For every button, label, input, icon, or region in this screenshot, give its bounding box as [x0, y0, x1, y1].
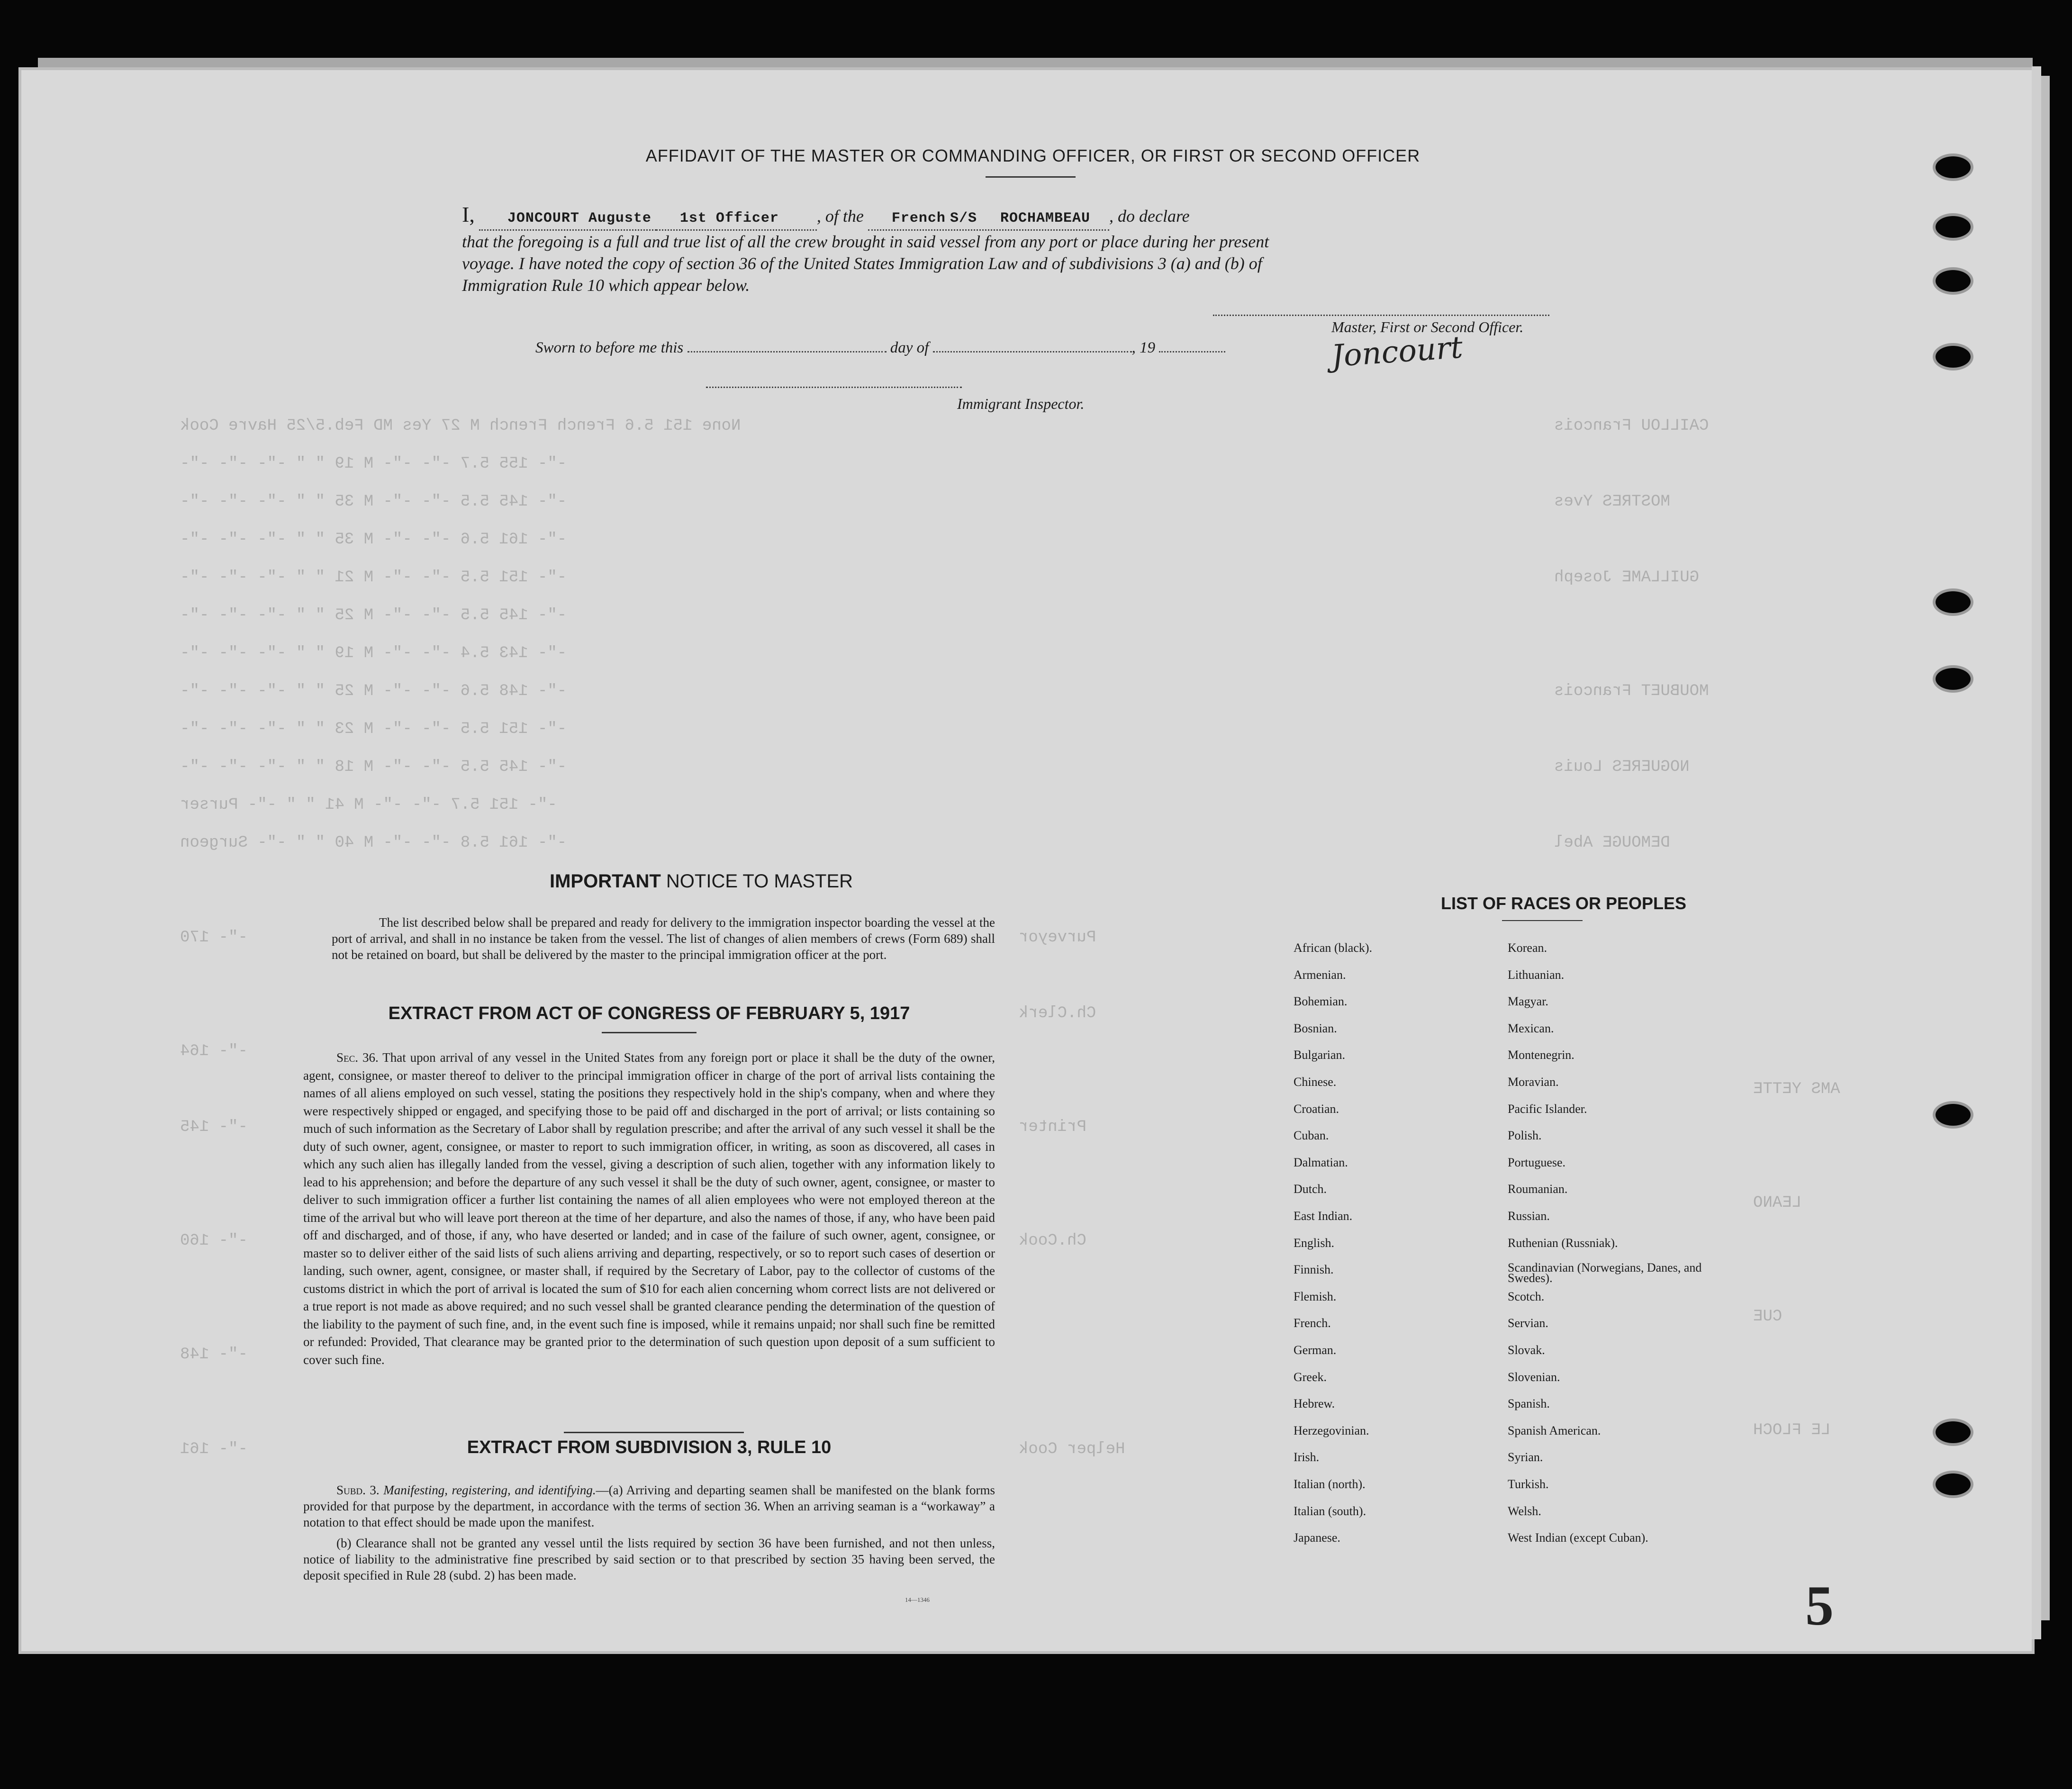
- binder-hole: [1936, 156, 1971, 178]
- race-item: Moravian.: [1508, 1075, 1559, 1089]
- race-item: Montenegrin.: [1508, 1048, 1574, 1062]
- race-item: Syrian.: [1508, 1450, 1543, 1464]
- notice-title-bold: IMPORTANT: [549, 871, 661, 892]
- officer-rank: 1st Officer: [679, 210, 779, 226]
- bleed-through-text: -"- 145 5.5 -"- -"- M 18 " " -"- -"- -"-: [180, 758, 567, 776]
- race-item: German.: [1294, 1343, 1337, 1357]
- race-item: Turkish.: [1508, 1477, 1549, 1491]
- bleed-through-text: -"- 151 5.7 -"- -"- M 41 " " -"- Purser: [180, 796, 557, 814]
- race-item: Slovenian.: [1508, 1370, 1560, 1384]
- affidavit-title: AFFIDAVIT OF THE MASTER OR COMMANDING OFFICER, OR FIRST OR SECOND OFFICER: [645, 146, 1421, 165]
- race-item: Dalmatian.: [1294, 1155, 1348, 1169]
- bleed-through-text: -"- 148: [180, 1346, 248, 1364]
- race-item: Italian (north).: [1294, 1477, 1366, 1491]
- binder-hole: [1936, 1473, 1971, 1495]
- binder-hole: [1936, 346, 1971, 368]
- bleed-through-text: -"- 164: [180, 1042, 248, 1060]
- race-item: English.: [1294, 1236, 1334, 1250]
- races-title: LIST OF RACES OR PEOPLES: [1440, 894, 1687, 913]
- bleed-through-text: None 151 5.6 French French M 27 Yes MD Feb.5/25 Havre Cook: [180, 417, 741, 435]
- race-item: Spanish American.: [1508, 1423, 1601, 1437]
- binder-hole: [1936, 270, 1971, 292]
- signature-line: [1213, 315, 1549, 316]
- binder-hole: [1936, 216, 1971, 238]
- race-item: Dutch.: [1294, 1182, 1327, 1196]
- bleed-through-text: CAILLOU Francois: [1554, 417, 1709, 435]
- race-item: Hebrew.: [1294, 1397, 1335, 1411]
- race-item: Scotch.: [1508, 1289, 1545, 1303]
- bleed-through-text: Helper Cook: [1019, 1440, 1125, 1458]
- bleed-through-text: -"- 148 5.6 -"- -"- M 25 " " -"- -"- -"-: [180, 682, 567, 700]
- binder-hole: [1936, 591, 1971, 613]
- race-item: Japanese.: [1294, 1531, 1340, 1545]
- race-item: Slovak.: [1508, 1343, 1545, 1357]
- bleed-through-text: NOGUERES Louis: [1554, 758, 1690, 776]
- rule-title: EXTRACT FROM SUBDIVISION 3, RULE 10: [467, 1437, 832, 1457]
- rule-subdivision-b: (b) Clearance shall not be granted any vessel until the lists required by section 36 have been furnished, and not then unless, notice of liability to the administrative fine prescribed by said section or to that prescribed by section 35 having been served, the deposit specified in Rule 28 (subd. 2) has been made.: [303, 1536, 995, 1582]
- race-item: French.: [1294, 1316, 1331, 1330]
- inspector-line: [706, 387, 962, 388]
- race-item: Servian.: [1508, 1316, 1548, 1330]
- bleed-through-text: -"- 151 5.5 -"- -"- M 23 " " -"- -"- -"-: [180, 720, 567, 738]
- do-declare-label: , do declare: [1109, 207, 1190, 226]
- race-item: Herzegovinian.: [1294, 1423, 1369, 1437]
- act-text: That upon arrival of any vessel in the United States from any foreign port or place it shall be the duty of the owner, agent, consignee, or master thereof to deliver to the principal immigration officer in charge of the port of arrival lists containing the names of all aliens employed on such vessel, stating the positions they respectively hold in the ship's company, when and where they were respectively shipped or engaged, and specifying those to be paid off and discharged in the port of arrival; or lists containing so much of such information as the Secretary of Labor shall by regulation prescribe; and after the arrival of any such vessel it shall be the duty of such owner, agent, consignee, or master to report to such immigration officer, in writing, as soon as discovered, all cases in which any such alien has illegally landed from the vessel, giving a description of such alien, together with any information likely to lead to his apprehension; and before the departure of any such vessel it shall be the duty of such owner, agent, consignee, or master to deliver to such immigration officer a further list containing the names of all alien employees who were not employed thereon at the time of the arrival but who will leave port thereon at the time of her departure, and also the names of those, if any, who have been paid off and discharged, and of those, if any, who have deserted or landed; and in case of the failure of such owner, agent, consignee, or master so to deliver either of the said lists of such aliens arriving and departing, respectively, or so to report such cases of desertion or landing, such owner, agent, consignee, or master shall, if required by the Secretary of Labor, pay to the collector of customs of the customs district in which the port of arrival is located the sum of $10 for each alien concerning whom correct lists are not delivered or a true report is not made as above required; and no such vessel shall be granted clearance pending the determination of the question of the liability to the payment of such fine, and, in the event such fine is imposed, while it remains unpaid; nor shall such fine be remitted or refunded: Provided, That clearance may be granted prior to the determination of such question upon deposit of a sum sufficient to cover such fine.: [303, 1050, 995, 1367]
- race-item: Bohemian.: [1294, 994, 1348, 1009]
- race-item: Armenian.: [1294, 967, 1346, 982]
- title-underline: [986, 176, 1076, 178]
- sworn-day-label: day of: [890, 339, 929, 356]
- of-the-label: , of the: [816, 207, 864, 226]
- bleed-through-text: MOUBUET Francois: [1554, 682, 1709, 700]
- act-title: EXTRACT FROM ACT OF CONGRESS OF FEBRUARY 5, 1917: [388, 1003, 910, 1023]
- declaration-line-4: Immigration Rule 10 which appear below.: [462, 276, 750, 295]
- race-item: Russian.: [1508, 1209, 1550, 1223]
- race-item: Chinese.: [1294, 1075, 1337, 1089]
- page-top-strip: [38, 58, 2033, 70]
- race-item: African (black).: [1294, 941, 1373, 955]
- notice-text: The list described below shall be prepared and ready for delivery to the immigration inspector boarding the vessel at the port of arrival, and shall in no instance be taken from the vessel. The list of changes of alien members of crews (Form 689) shall not be retained on board, but shall be delivered by the master to the principal immigration officer at the port.: [332, 915, 995, 962]
- race-item: Spanish.: [1508, 1397, 1550, 1411]
- bleed-through-text: LEANO: [1753, 1194, 1802, 1212]
- bleed-through-text: -"- 161: [180, 1440, 248, 1458]
- race-item: Croatian.: [1294, 1102, 1339, 1116]
- race-item: Cuban.: [1294, 1129, 1329, 1143]
- page-number: 5: [1805, 1574, 1834, 1637]
- bleed-through-text: -"- 161 5.6 -"- -"- M 35 " " -"- -"- -"-: [180, 531, 567, 549]
- race-item: Mexican.: [1508, 1021, 1554, 1035]
- ship-type: S/S: [950, 210, 977, 226]
- officer-name: JONCOURT Auguste: [507, 210, 651, 226]
- race-item: Flemish.: [1294, 1289, 1337, 1303]
- race-item: Lithuanian.: [1508, 967, 1565, 982]
- binder-hole: [1936, 1421, 1971, 1443]
- affidavit-declaration: [462, 204, 1590, 296]
- binder-hole: [1936, 668, 1971, 690]
- notice-title-rest: NOTICE TO MASTER: [661, 871, 853, 892]
- act-section-36: [303, 1049, 995, 1369]
- manifest-sheet: [21, 70, 2032, 1651]
- ship-nationality: French: [891, 210, 946, 226]
- bleed-through-text: MOSTRES Yves: [1554, 493, 1670, 511]
- bleed-through-text: -"- 145 5.5 -"- -"- M 25 " " -"- -"- -"-: [180, 606, 567, 624]
- race-item: Scandinavian (Norwegians, Danes, and Swedes).: [1508, 1261, 1702, 1285]
- bleed-through-text: GUILLAME Joseph: [1554, 569, 1700, 587]
- sworn-year-label: , 19: [1131, 339, 1156, 356]
- bleed-through-text: -"- 151 5.5 -"- -"- M 21 " " -"- -"- -"-: [180, 569, 567, 587]
- rule-divider: [564, 1432, 744, 1433]
- sheet-edge: [2032, 66, 2041, 1639]
- race-item: Polish.: [1508, 1129, 1542, 1143]
- master-signature: Joncourt: [1330, 330, 1464, 374]
- race-item: East Indian.: [1294, 1209, 1353, 1223]
- race-item: Roumanian.: [1508, 1182, 1568, 1196]
- rule-subd-label: Subd. 3.: [336, 1483, 380, 1497]
- race-item: Greek.: [1294, 1370, 1327, 1384]
- master-label: Master, First or Second Officer.: [1331, 318, 1524, 335]
- declaration-line-2: that the foregoing is a full and true list of all the crew brought in said vessel from any port or place during her present: [462, 232, 1269, 251]
- rule-text-a: —(a) Arriving and departing seamen shall be manifested on the blank forms provided for that purpose by the department, in accordance with the terms of section 36. When an arriving seaman is a “workaway” a notation to that effect should be made upon the manifest.: [303, 1483, 995, 1529]
- race-item: Finnish.: [1294, 1263, 1334, 1277]
- bleed-through-text: -"- 145: [180, 1118, 248, 1136]
- rule-subdivision-a: [303, 1482, 995, 1530]
- bleed-through-text: Purveyor: [1019, 929, 1096, 947]
- race-item: Pacific Islander.: [1508, 1102, 1587, 1116]
- sheet-edge: [2041, 76, 2050, 1620]
- pronoun: I,: [462, 202, 475, 226]
- bleed-through-text: CUE: [1753, 1308, 1782, 1326]
- race-item: Portuguese.: [1508, 1155, 1566, 1169]
- binder-hole: [1936, 1104, 1971, 1126]
- sworn-prefix: Sworn to before me this: [535, 339, 684, 356]
- races-title-underline: [1502, 920, 1583, 921]
- sworn-statement: [535, 339, 1225, 357]
- declaration-line-3: voyage. I have noted the copy of section 36 of the United States Immigration Law and of subdivisions 3 (a) and (b) of: [462, 254, 1262, 273]
- bleed-through-text: Ch.Clerk: [1019, 1004, 1096, 1022]
- declaration-line-1: [462, 204, 1590, 231]
- race-item: Magyar.: [1508, 994, 1548, 1009]
- race-item: Ruthenian (Russniak).: [1508, 1236, 1618, 1250]
- race-item: Welsh.: [1508, 1504, 1541, 1518]
- rule-subd-italic: Manifesting, registering, and identifying.: [383, 1483, 596, 1497]
- act-section-label: Sec. 36.: [336, 1050, 379, 1065]
- bleed-through-text: -"- 161 5.8 -"- -"- M 40 " " -"- Surgeon: [180, 834, 567, 852]
- bleed-through-text: -"- 143 5.4 -"- -"- M 19 " " -"- -"- -"-: [180, 644, 567, 662]
- race-item: Bosnian.: [1294, 1021, 1337, 1035]
- act-title-underline: [602, 1032, 697, 1033]
- bleed-through-text: -"- 170: [180, 929, 248, 947]
- notice-title: [455, 871, 948, 892]
- bleed-through-text: LE FLOCH: [1753, 1421, 1831, 1439]
- ship-name: ROCHAMBEAU: [1000, 210, 1090, 226]
- race-item: Bulgarian.: [1294, 1048, 1346, 1062]
- bleed-through-text: DEMOUGE Abel: [1554, 834, 1670, 852]
- inspector-label: Immigrant Inspector.: [957, 395, 1085, 412]
- form-number: 14—1346: [905, 1596, 930, 1603]
- race-item: Italian (south).: [1294, 1504, 1366, 1518]
- race-item: Irish.: [1294, 1450, 1320, 1464]
- bleed-through-text: -"- 160: [180, 1232, 248, 1250]
- race-item: Korean.: [1508, 941, 1547, 955]
- race-item: West Indian (except Cuban).: [1508, 1531, 1648, 1545]
- bleed-through-text: -"- 155 5.7 -"- -"- M 19 " " -"- -"- -"-: [180, 455, 567, 473]
- bleed-through-text: Printer: [1019, 1118, 1086, 1136]
- bleed-through-text: -"- 145 5.5 -"- -"- M 35 " " -"- -"- -"-: [180, 493, 567, 511]
- bleed-through-text: Ch.Cook: [1019, 1232, 1086, 1250]
- bleed-through-text: AMS YETTE: [1753, 1080, 1840, 1098]
